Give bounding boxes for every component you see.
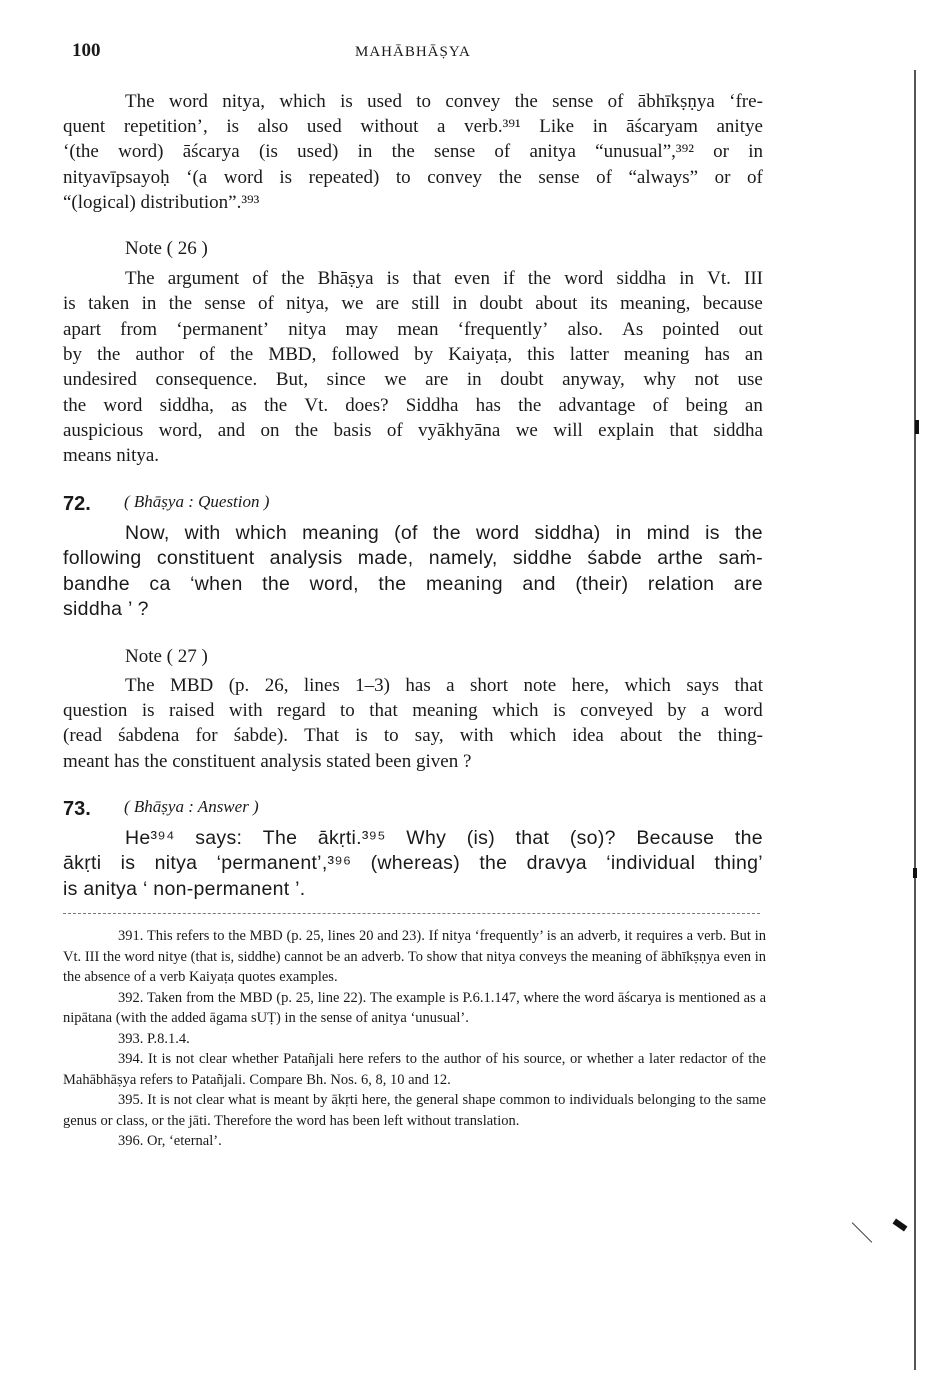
text-line xyxy=(63,723,763,748)
word: verb.³⁹¹ xyxy=(464,116,521,138)
word: used) xyxy=(297,141,339,163)
text-line xyxy=(63,393,763,418)
word: has xyxy=(475,394,501,416)
word: quent xyxy=(63,116,106,138)
footnote-395: 395. It is not clear what is meant by ākṛti here, the general shape common to individuals belonging to the same genus or class, or the jāti. Therefore the word has been left without translation. xyxy=(63,1092,766,1129)
word: being xyxy=(685,394,728,416)
word: siddha) xyxy=(534,522,601,544)
word: ‘permanent’,³⁹⁶ xyxy=(216,852,352,875)
word: the xyxy=(281,268,305,289)
word: an xyxy=(744,394,763,416)
text-line xyxy=(63,749,471,774)
word: the xyxy=(479,852,508,875)
word: that xyxy=(669,419,698,441)
word: bandhe xyxy=(63,572,130,595)
word: to xyxy=(416,91,432,112)
word: has xyxy=(405,675,431,696)
word: use xyxy=(737,369,763,391)
word: āścaryam xyxy=(626,116,698,138)
word: as xyxy=(231,394,247,416)
word: the xyxy=(498,166,522,188)
text-line xyxy=(63,165,763,190)
word: word xyxy=(564,268,604,289)
word: vyākhyāna xyxy=(418,419,501,441)
word: repeated) xyxy=(308,166,380,188)
word: But, xyxy=(275,369,309,391)
word: 1–3) xyxy=(355,675,390,696)
word: the xyxy=(378,572,407,595)
text-line xyxy=(63,139,763,164)
word: nityavīpsayoḥ xyxy=(63,166,170,188)
word: and xyxy=(217,419,246,441)
word: to xyxy=(340,700,355,722)
word: ‘frequently’ xyxy=(457,318,549,340)
word: in xyxy=(679,268,694,289)
word: word xyxy=(723,700,763,722)
word: word xyxy=(223,166,263,188)
word: He³⁹⁴ xyxy=(125,827,175,849)
word: namely, xyxy=(428,547,498,570)
word: conveyed xyxy=(580,700,653,722)
text-line xyxy=(63,114,763,139)
word: 26, xyxy=(264,675,289,696)
word: the xyxy=(264,394,288,416)
word: convey xyxy=(445,91,501,112)
footnotes xyxy=(63,926,766,1152)
word: the xyxy=(734,827,763,849)
word: still xyxy=(411,293,440,315)
word: convey xyxy=(427,166,483,188)
word: meaning xyxy=(302,522,379,544)
word: the xyxy=(230,343,254,365)
word: doubt xyxy=(500,369,544,391)
word: word, xyxy=(158,419,203,441)
word: says: xyxy=(195,827,243,849)
text-line xyxy=(63,291,763,316)
word: of xyxy=(494,141,511,163)
word: of xyxy=(747,166,763,188)
word: which xyxy=(492,700,539,722)
word: nitya, xyxy=(286,293,329,315)
word: a xyxy=(446,675,455,696)
word: even xyxy=(454,268,490,289)
word: which xyxy=(235,522,287,544)
word: because xyxy=(702,293,763,315)
word: on xyxy=(260,419,280,441)
word: sense xyxy=(552,91,594,112)
word: a xyxy=(437,116,446,138)
word: the xyxy=(734,522,763,544)
word: meaning, xyxy=(620,293,691,315)
word: meant has the constituent analysis stated been given ? xyxy=(63,750,472,772)
word: (is xyxy=(258,141,278,163)
footnote-393: 393. P.8.1.4. xyxy=(118,1030,190,1047)
word: idea xyxy=(572,725,604,747)
word: means nitya. xyxy=(63,445,160,467)
word: nitya, xyxy=(222,91,266,112)
word: apart xyxy=(63,318,101,340)
section-73-number: 73. xyxy=(63,798,91,820)
word: argument xyxy=(167,268,240,289)
word: consequence. xyxy=(155,369,258,391)
section-72-label: ( Bhāṣya : Question ) xyxy=(124,492,270,511)
word: basis xyxy=(333,419,372,441)
word: to xyxy=(395,166,411,188)
word: which xyxy=(624,675,671,696)
text-line xyxy=(63,418,763,443)
word: of xyxy=(596,166,612,188)
text-line xyxy=(63,367,763,392)
word: śabdena xyxy=(118,725,180,747)
word: pointed xyxy=(662,318,720,340)
word: Kaiyaṭa, xyxy=(448,343,513,365)
word: about xyxy=(619,725,663,747)
word: question xyxy=(63,700,128,722)
word: “always” xyxy=(628,166,699,188)
word: śabde). xyxy=(233,725,289,747)
footnote-392: 392. Taken from the MBD (p. 25, line 22). The example is P.6.1.147, where the word āścarya is mentioned as a nipātana (with the added āgama sUṬ) in the sense of anitya ‘unusual’. xyxy=(63,989,766,1026)
word: the xyxy=(294,419,319,441)
word: from xyxy=(120,318,158,340)
text-line xyxy=(63,546,763,571)
footnote-394: 394. It is not clear whether Patañjali here refers to the author of his source, or whether a later redactor of the Mahābhāṣya refers to Patañjali. Compare Bh. Nos. 6, 8, 10 and 12. xyxy=(63,1051,766,1088)
word: or xyxy=(714,166,731,188)
word: advantage xyxy=(558,394,636,416)
word: āścarya xyxy=(182,141,240,163)
word: since xyxy=(326,369,366,391)
word: in xyxy=(141,293,157,315)
word: may xyxy=(345,318,379,340)
word: has xyxy=(704,343,730,365)
word: is xyxy=(120,852,136,875)
word: is xyxy=(386,268,400,289)
word: Because xyxy=(636,827,715,849)
word: sense xyxy=(204,293,246,315)
word: meaning xyxy=(412,700,478,722)
word: (whereas) xyxy=(370,852,461,875)
word: about xyxy=(535,293,578,315)
word: is xyxy=(141,700,155,722)
scan-mark xyxy=(893,1219,908,1232)
word: word, xyxy=(309,572,359,595)
word: The xyxy=(262,827,298,849)
word: auspicious xyxy=(63,419,144,441)
word: in xyxy=(615,522,632,544)
word: we xyxy=(384,369,407,391)
word: The xyxy=(125,91,155,112)
footnote-396: 396. Or, ‘eternal’. xyxy=(118,1133,222,1149)
text-line xyxy=(63,443,159,468)
text-line xyxy=(63,342,763,367)
word: word xyxy=(475,522,520,544)
word: a xyxy=(700,700,710,722)
word: by xyxy=(414,343,434,365)
word: repetition’, xyxy=(123,116,208,138)
word: ca xyxy=(149,572,171,595)
word: is xyxy=(63,293,76,315)
text-line xyxy=(63,698,763,723)
word: that xyxy=(515,827,550,849)
scan-mark xyxy=(852,1222,873,1243)
text-line xyxy=(63,597,149,622)
word: arthe xyxy=(657,547,704,570)
word: (read xyxy=(63,725,103,747)
word: for xyxy=(195,725,218,747)
text-line xyxy=(63,190,259,215)
word: the xyxy=(518,394,542,416)
word: Why xyxy=(406,827,447,849)
word: ‘(a xyxy=(186,166,208,188)
word: by xyxy=(667,700,687,722)
word: with xyxy=(184,522,221,544)
word: The xyxy=(125,268,155,289)
footnote-391: 391. This refers to the MBD (p. 25, lines 20 and 23). If nitya ‘frequently’ is an adverb, it requires a verb. But in Vt. III the word nitye (that is, siddhe) cannot be an adverb. To show that nitya conveys the meaning of ābhīkṣṇya even in the absence of a verb Kaiyaṭa quotes examples. xyxy=(63,928,766,985)
word: short xyxy=(470,675,509,696)
word: that xyxy=(734,675,763,696)
word: if xyxy=(503,268,515,289)
word: siddhe xyxy=(512,547,573,570)
word: Vt. xyxy=(707,268,731,289)
word: the xyxy=(63,394,87,416)
word: that xyxy=(369,700,398,722)
word: of xyxy=(199,343,215,365)
word: siddha, xyxy=(159,394,214,416)
word: (of xyxy=(394,522,418,544)
word: latter xyxy=(569,343,609,365)
word: MBD, xyxy=(268,343,317,365)
word: out xyxy=(738,318,763,340)
word: Bhāṣya xyxy=(317,268,374,289)
word: ākṛti.³⁹⁵ xyxy=(317,827,386,849)
word: following xyxy=(63,547,142,570)
word: (their) xyxy=(575,572,629,595)
word: of xyxy=(252,268,269,289)
word: thing’ xyxy=(714,852,763,875)
text-line xyxy=(125,89,763,114)
text-line xyxy=(125,826,763,851)
word: word xyxy=(168,91,208,112)
word: relation xyxy=(647,572,715,595)
note-27-heading: Note ( 27 ) xyxy=(125,646,208,667)
word: meaning xyxy=(425,572,503,595)
word: say, xyxy=(414,725,444,747)
word: we xyxy=(515,419,538,441)
word: ākṛti xyxy=(63,852,102,875)
word: an xyxy=(744,343,763,365)
word: we xyxy=(341,293,364,315)
word: are xyxy=(425,369,449,391)
word: III xyxy=(744,268,763,289)
word: is xyxy=(279,166,293,188)
word: the xyxy=(262,572,291,595)
word: the xyxy=(514,91,538,112)
word: is xyxy=(553,700,566,722)
word: “unusual”,³⁹² xyxy=(595,141,694,163)
text-line xyxy=(125,521,763,546)
scan-mark xyxy=(915,420,919,434)
word: ‘(the xyxy=(63,141,99,163)
section-72-number: 72. xyxy=(63,493,91,515)
word: The xyxy=(125,675,155,696)
word: without xyxy=(360,116,419,138)
word: and xyxy=(522,572,556,595)
word: taken xyxy=(88,293,130,315)
word: sense xyxy=(434,141,476,163)
word: is xyxy=(226,116,240,138)
text-line xyxy=(63,317,763,342)
word: ‘individual xyxy=(606,852,696,875)
word: MBD xyxy=(169,675,214,696)
word: by xyxy=(63,343,82,365)
word: ‘permanent’ xyxy=(176,318,270,340)
word: followed xyxy=(331,343,400,365)
text-line xyxy=(63,851,763,876)
word: which xyxy=(509,725,557,747)
word: the xyxy=(678,725,702,747)
scan-mark xyxy=(913,868,917,878)
word: or xyxy=(713,141,729,163)
word: is anitya ‘ non-permanent ’. xyxy=(63,877,306,900)
word: dravya xyxy=(526,852,587,875)
word: analysis xyxy=(269,547,343,570)
word: of xyxy=(257,293,274,315)
word: the xyxy=(432,522,461,544)
word: does? xyxy=(345,394,389,416)
word: also xyxy=(257,116,289,138)
word: mind xyxy=(646,522,691,544)
word: “(logical) distribution”.³⁹³ xyxy=(63,191,260,213)
word: here, xyxy=(571,675,610,696)
word: regard xyxy=(277,700,326,722)
word: with xyxy=(459,725,494,747)
word: raised xyxy=(168,700,215,722)
scan-edge-line xyxy=(914,70,916,1370)
word: śabde xyxy=(587,547,643,570)
running-title: MAHĀBHĀṢYA xyxy=(355,44,471,60)
word: Siddha xyxy=(405,394,459,416)
word: of xyxy=(652,394,669,416)
word: ‘when xyxy=(190,572,243,595)
word: undesired xyxy=(63,369,137,391)
word: mean xyxy=(397,318,439,340)
word: says xyxy=(686,675,720,696)
word: that xyxy=(412,268,441,289)
word: word xyxy=(103,394,143,416)
word: its xyxy=(589,293,608,315)
word: Like xyxy=(539,116,575,138)
word: in xyxy=(748,141,763,163)
word: the xyxy=(391,141,415,163)
word: not xyxy=(694,369,719,391)
footnote-divider xyxy=(63,913,760,914)
word: will xyxy=(553,419,583,441)
word: thing- xyxy=(717,725,763,747)
word: nitya xyxy=(288,318,327,340)
word: (p. xyxy=(228,675,250,696)
word: constituent xyxy=(156,547,255,570)
word: in xyxy=(452,293,468,315)
word: this xyxy=(527,343,555,365)
word: lines xyxy=(303,675,340,696)
word: anyway, xyxy=(562,369,625,391)
word: sense xyxy=(538,166,580,188)
word: doubt xyxy=(479,293,523,315)
word: the xyxy=(97,343,121,365)
word: used xyxy=(367,91,402,112)
word: in xyxy=(357,141,373,163)
word: used xyxy=(306,116,342,138)
word: Vt. xyxy=(304,394,329,416)
word: anitya xyxy=(529,141,576,163)
word: is xyxy=(340,91,353,112)
word: Now, xyxy=(125,522,170,544)
word: meaning xyxy=(623,343,690,365)
word: As xyxy=(622,318,644,340)
word: saṁ- xyxy=(718,547,763,570)
word: (is) xyxy=(466,827,495,849)
word: with xyxy=(228,700,263,722)
word: in xyxy=(592,116,608,138)
word: of xyxy=(386,419,403,441)
word: to xyxy=(383,725,399,747)
word: siddha xyxy=(616,268,667,289)
word: why xyxy=(643,369,677,391)
word: siddha xyxy=(713,419,763,441)
word: is xyxy=(705,522,720,544)
word: is xyxy=(355,725,368,747)
note-26-heading: Note ( 26 ) xyxy=(125,238,208,259)
word: note xyxy=(523,675,557,696)
text-line xyxy=(125,673,763,698)
page-number: 100 xyxy=(72,40,101,61)
word: explain xyxy=(598,419,655,441)
word: are xyxy=(375,293,400,315)
section-73-label: ( Bhāṣya : Answer ) xyxy=(124,797,259,816)
word: ābhīkṣṇya xyxy=(637,91,715,112)
word: anitye xyxy=(716,116,763,138)
word: (so)? xyxy=(569,827,616,849)
word: That xyxy=(304,725,339,747)
word: nitya xyxy=(154,852,198,875)
word: ‘fre- xyxy=(729,91,763,112)
word: siddha ’ ? xyxy=(63,597,149,620)
text-line xyxy=(125,266,763,291)
word: made, xyxy=(357,547,414,570)
word: the xyxy=(527,268,552,289)
word: word) xyxy=(118,141,164,163)
word: the xyxy=(168,293,193,315)
word: which xyxy=(279,91,326,112)
word: also. xyxy=(567,318,603,340)
word: author xyxy=(135,343,184,365)
word: in xyxy=(466,369,482,391)
word: are xyxy=(733,572,763,595)
word: of xyxy=(607,91,624,112)
text-line xyxy=(63,572,763,597)
text-line xyxy=(63,877,306,902)
